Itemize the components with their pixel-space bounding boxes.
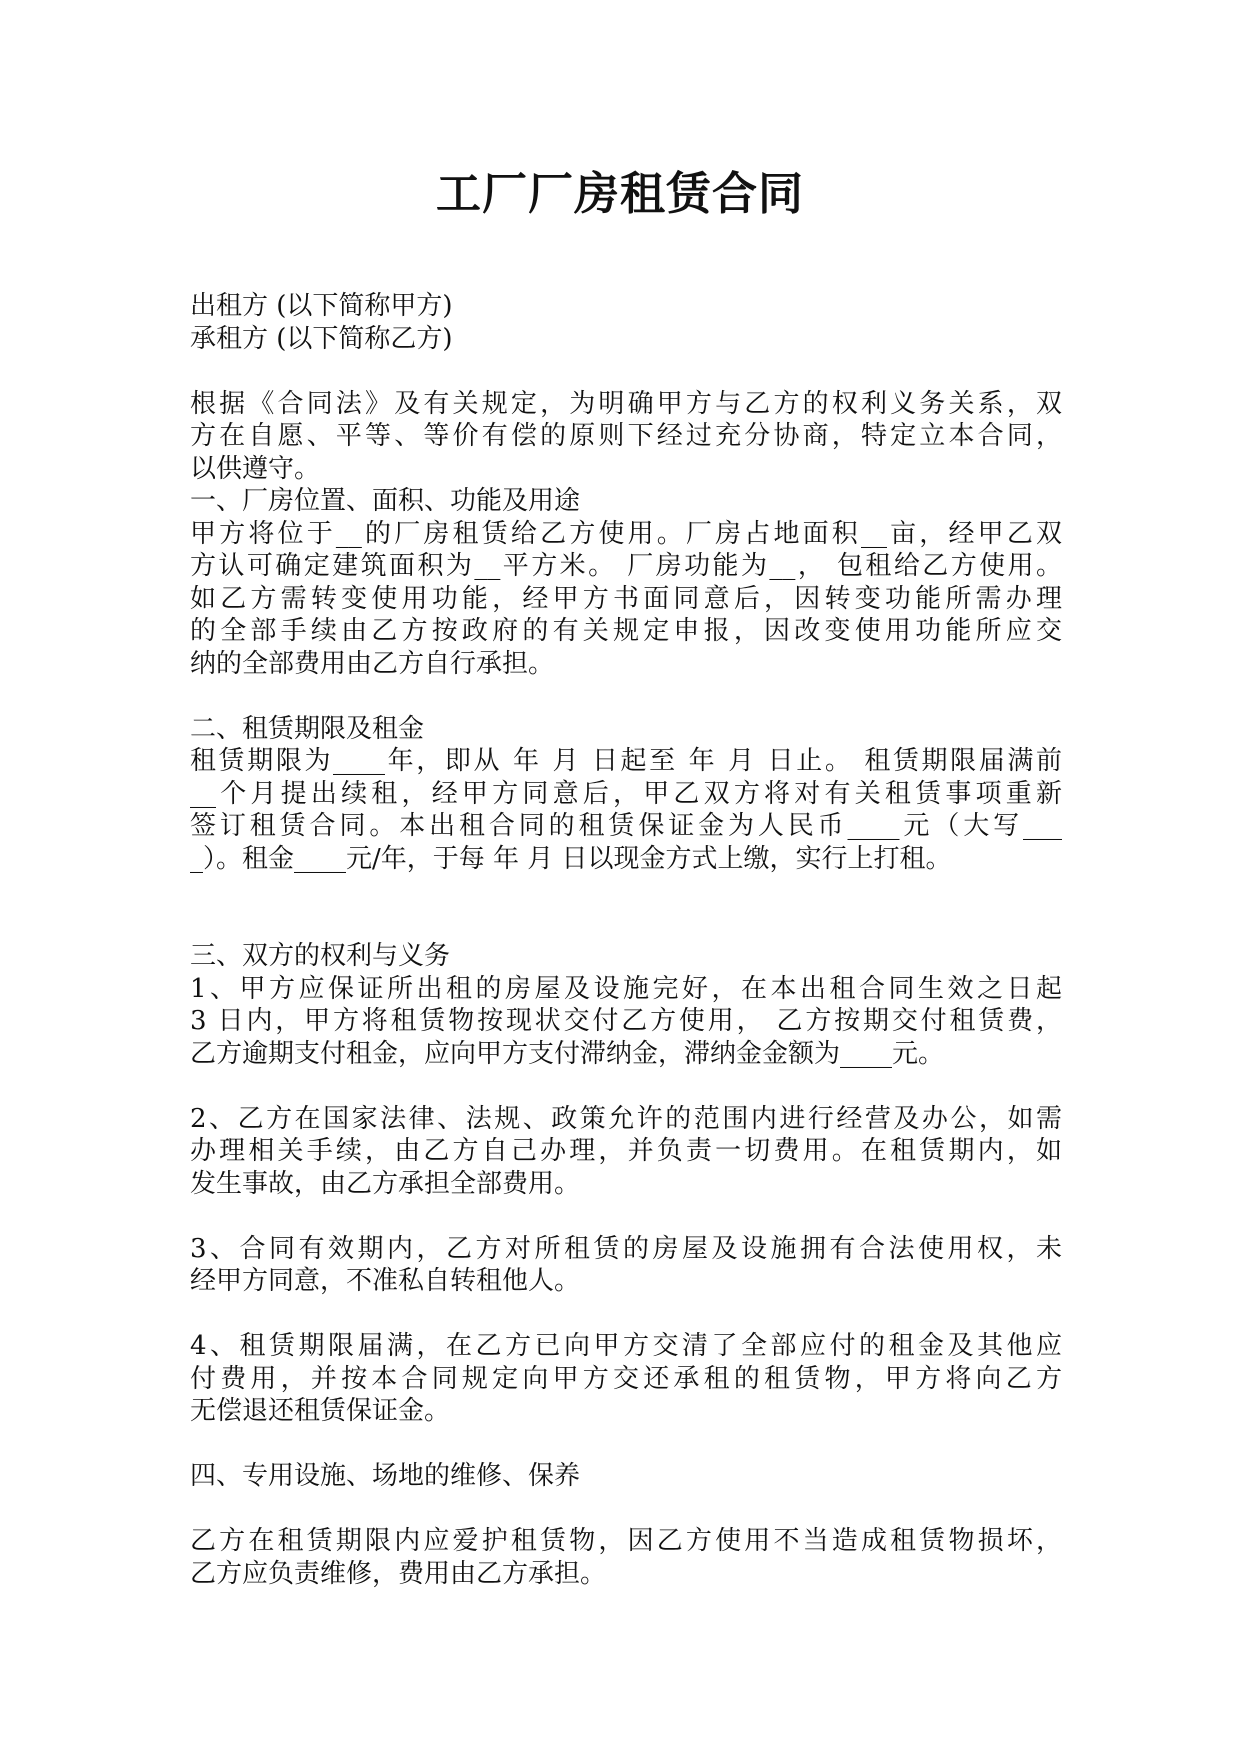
document-body	[190, 290, 1062, 1590]
clause-2-line: 发生事故，由乙方承担全部费用。	[190, 1168, 581, 1199]
clause-2-line: 2、乙方在国家法律、法规、政策允许的范围内进行经营及办公，如需	[190, 1103, 1062, 1134]
section-2-line: 签订租赁合同。本出租合同的租赁保证金为人民币____元（大写___	[190, 811, 1062, 841]
spacer	[190, 355, 1062, 388]
section-4-line: 乙方应负责维修，费用由乙方承担。	[190, 1558, 607, 1589]
section-heading-1: 一、厂房位置、面积、功能及用途	[190, 486, 581, 516]
clause-1-line: 1、甲方应保证所出租的房屋及设施完好，在本出租合同生效之日起	[190, 973, 1062, 1004]
clause-4-line: 付费用，并按本合同规定向甲方交还承租的租赁物，甲方将向乙方	[190, 1363, 1062, 1394]
section-1-line: 的全部手续由乙方按政府的有关规定申报，因改变使用功能所应交	[190, 616, 1062, 646]
section-2-line: __个月提出续租，经甲方同意后，甲乙双方将对有关租赁事项重新	[190, 778, 1062, 809]
section-1-line: 方认可确定建筑面积为__平方米。 厂房功能为__， 包租给乙方使用。	[190, 551, 1062, 581]
clause-3-line: 经甲方同意，不准私自转租他人。	[190, 1266, 581, 1296]
party-lessor-line: 出租方 (以下简称甲方)	[190, 291, 453, 321]
preamble-line: 以供遵守。	[190, 453, 321, 484]
clause-2-line: 办理相关手续，由乙方自己办理，并负责一切费用。在租赁期内，如	[190, 1136, 1062, 1166]
section-2-line: 租赁期限为____年，即从 年 月 日起至 年 月 日止。 租赁期限届满前	[190, 746, 1062, 776]
spacer	[190, 1428, 1062, 1461]
section-1-line: 如乙方需转变使用功能，经甲方书面同意后，因转变功能所需办理	[190, 583, 1062, 614]
clause-1-line: 3 日内，甲方将租赁物按现状交付乙方使用， 乙方按期交付租赁费，	[190, 1006, 1062, 1036]
section-heading-2: 二、租赁期限及租金	[190, 713, 425, 744]
section-heading-3: 三、双方的权利与义务	[190, 941, 451, 971]
spacer	[190, 875, 1062, 940]
spacer	[190, 1493, 1062, 1526]
clause-1-line: 乙方逾期支付租金，应向甲方支付滞纳金，滞纳金金额为____元。	[190, 1038, 945, 1069]
section-4-line: 乙方在租赁期限内应爱护租赁物，因乙方使用不当造成租赁物损坏，	[190, 1526, 1062, 1556]
preamble-line: 方在自愿、平等、等价有偿的原则下经过充分协商，特定立本合同，	[190, 421, 1062, 451]
document-title: 工厂厂房租赁合同	[435, 167, 804, 220]
preamble-line: 根据《合同法》及有关规定，为明确甲方与乙方的权利义务关系，双	[190, 388, 1062, 419]
section-1-line: 甲方将位于__的厂房租赁给乙方使用。厂房占地面积__亩，经甲乙双	[190, 518, 1062, 549]
spacer	[190, 1200, 1062, 1233]
section-2-line: _）。租金____元/年，于每 年 月 日以现金方式上缴，实行上打租。	[190, 843, 952, 874]
spacer	[190, 1298, 1062, 1331]
clause-4-line: 4、租赁期限届满，在乙方已向甲方交清了全部应付的租金及其他应	[190, 1331, 1062, 1361]
clause-4-line: 无偿退还租赁保证金。	[190, 1396, 451, 1426]
clause-3-line: 3、合同有效期内，乙方对所租赁的房屋及设施拥有合法使用权，未	[190, 1233, 1062, 1264]
section-heading-4: 四、专用设施、场地的维修、保养	[190, 1461, 581, 1491]
spacer	[190, 1070, 1062, 1103]
spacer	[190, 680, 1062, 713]
party-lessee-line: 承租方 (以下简称乙方)	[190, 323, 453, 354]
section-1-line: 纳的全部费用由乙方自行承担。	[190, 648, 555, 679]
